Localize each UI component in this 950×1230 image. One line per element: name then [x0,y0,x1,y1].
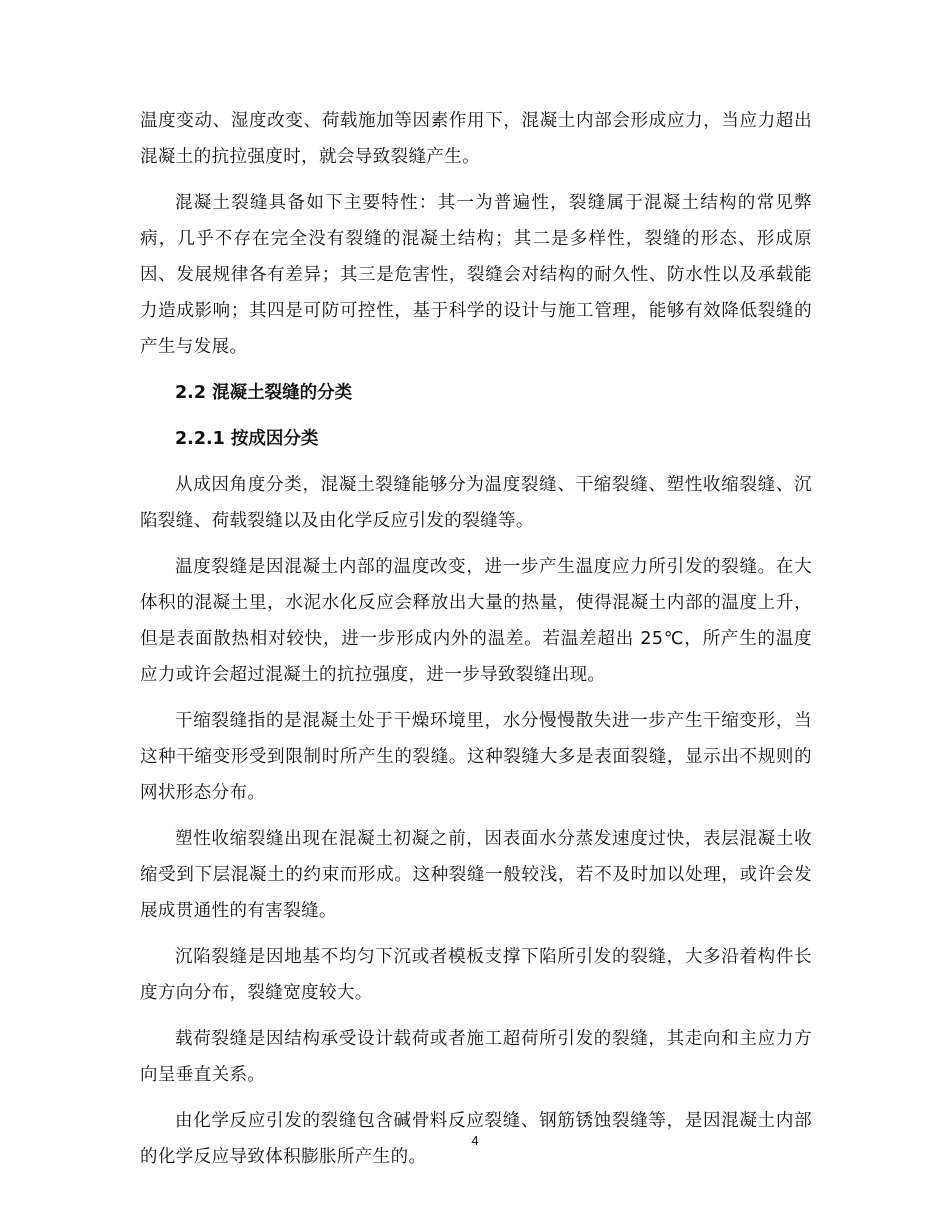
paragraph-settlement-cracks: 沉陷裂缝是因地基不均匀下沉或者模板支撑下陷所引发的裂缝，大多沿着构件长度方向分布，裂缝宽度较大。 [140,947,812,1003]
paragraph-temperature-cracks: 温度裂缝是因混凝土内部的温度改变，进一步产生温度应力所引发的裂缝。在大体积的混凝土里，水泥水化反应会释放出大量的热量，使得混凝土内部的温度上升，但是表面散热相对较快，进一步形成内外的温差。若温差超出 25℃，所产生的温度应力或许会超过混凝土的抗拉强度，进一步导致裂缝出现。 [140,557,812,685]
paragraph-stress-intro: 温度变动、湿度改变、荷载施加等因素作用下，混凝土内部会形成应力，当应力超出混凝土的抗拉强度时，就会导致裂缝产生。 [140,111,812,167]
subsection-heading-2-2-1: 2.2.1 按成因分类 [175,429,319,449]
paragraph-crack-characteristics: 混凝土裂缝具备如下主要特性：其一为普遍性，裂缝属于混凝土结构的常见弊病，几乎不存在完全没有裂缝的混凝土结构；其二是多样性，裂缝的形态、形成原因、发展规律各有差异；其三是危害性，裂缝会对结构的耐久性、防水性以及承载能力造成影响；其四是可防可控性，基于科学的设计与施工管理，能够有效降低裂缝的产生与发展。 [140,193,812,357]
paragraph-shrinkage-cracks: 干缩裂缝指的是混凝土处于干燥环境里，水分慢慢散失进一步产生干缩变形，当这种干缩变形受到限制时所产生的裂缝。这种裂缝大多是表面裂缝，显示出不规则的网状形态分布。 [140,711,812,803]
paragraph-cause-classification: 从成因角度分类，混凝土裂缝能够分为温度裂缝、干缩裂缝、塑性收缩裂缝、沉陷裂缝、荷载裂缝以及由化学反应引发的裂缝等。 [140,475,812,531]
section-heading-2-2: 2.2 混凝土裂缝的分类 [175,383,353,403]
page-number: 4 [471,1133,479,1148]
document-body [140,103,812,1185]
paragraph-load-cracks: 载荷裂缝是因结构承受设计载荷或者施工超荷所引发的裂缝，其走向和主应力方向呈垂直关系。 [140,1029,812,1085]
paragraph-plastic-shrinkage-cracks: 塑性收缩裂缝出现在混凝土初凝之前，因表面水分蒸发速度过快，表层混凝土收缩受到下层混凝土的约束而形成。这种裂缝一般较浅，若不及时加以处理，或许会发展成贯通性的有害裂缝。 [140,829,812,921]
paragraph-chemical-cracks: 由化学反应引发的裂缝包含碱骨料反应裂缝、钢筋锈蚀裂缝等，是因混凝土内部的化学反应导致体积膨胀所产生的。 [140,1111,812,1167]
